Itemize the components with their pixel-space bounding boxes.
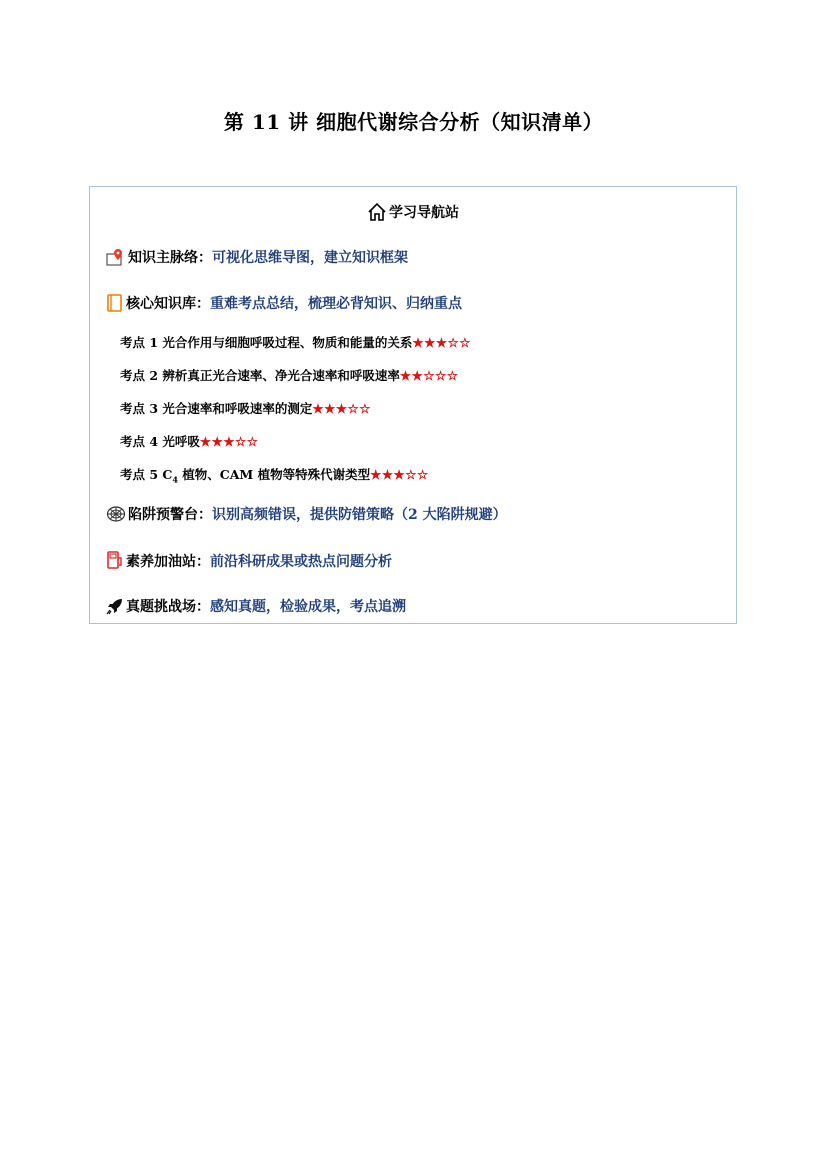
kp-text: 考点 4 光呼吸	[120, 434, 200, 449]
nav-header	[90, 202, 736, 226]
row-label: 陷阱预警台：	[128, 507, 212, 523]
row-desc: 前沿科研成果或热点问题分析	[210, 554, 392, 570]
row-desc: 识别高频错误，提供防错策略（2 大陷阱规避）	[212, 507, 507, 523]
kp-text: 考点 2 辨析真正光合速率、净光合速率和呼吸速率	[120, 368, 400, 383]
nav-row-trap-warning[interactable]	[106, 504, 507, 527]
rating-stars: ★★★☆☆	[412, 335, 471, 350]
kp-text-pre: 考点 5 C	[120, 467, 173, 482]
kp-text: 考点 3 光合速率和呼吸速率的测定	[120, 401, 313, 416]
knowledge-point-3[interactable]	[120, 399, 371, 417]
knowledge-point-1[interactable]	[120, 333, 471, 351]
map-pin-icon	[106, 248, 126, 270]
rating-stars: ★★★☆☆	[199, 434, 259, 449]
row-label: 知识主脉络：	[128, 250, 212, 266]
rating-stars: ★★☆☆☆	[399, 368, 459, 383]
web-icon	[106, 505, 126, 527]
knowledge-point-4[interactable]	[120, 432, 258, 450]
learning-navigation-box	[89, 186, 737, 624]
nav-row-exam-challenge[interactable]	[106, 596, 406, 619]
row-desc: 感知真题，检验成果，考点追溯	[210, 599, 406, 615]
nav-row-knowledge-map[interactable]	[106, 247, 408, 270]
kp-text: 考点 1 光合作用与细胞呼吸过程、物质和能量的关系	[120, 335, 413, 350]
rating-stars: ★★★☆☆	[370, 467, 429, 482]
rating-stars: ★★★☆☆	[312, 401, 371, 416]
knowledge-point-5[interactable]	[120, 465, 429, 485]
row-desc: 重难考点总结，梳理必背知识、归纳重点	[210, 296, 462, 312]
book-icon	[106, 294, 124, 316]
row-label: 核心知识库：	[126, 296, 210, 312]
home-icon	[367, 202, 387, 226]
knowledge-point-2[interactable]	[120, 366, 458, 384]
page-title: 第 11 讲 细胞代谢综合分析（知识清单）	[223, 110, 604, 134]
row-desc: 可视化思维导图，建立知识框架	[212, 250, 408, 266]
row-label: 真题挑战场：	[126, 599, 210, 615]
rocket-icon	[106, 597, 124, 619]
nav-title-text: 学习导航站	[389, 205, 459, 221]
nav-row-literacy[interactable]	[106, 550, 392, 574]
row-label: 素养加油站：	[126, 554, 210, 570]
nav-row-core-library[interactable]	[106, 293, 462, 316]
fuel-icon	[106, 550, 124, 574]
kp-text-sub: 4	[172, 474, 178, 485]
kp-text-post: 植物、CAM 植物等特殊代谢类型	[177, 467, 371, 482]
